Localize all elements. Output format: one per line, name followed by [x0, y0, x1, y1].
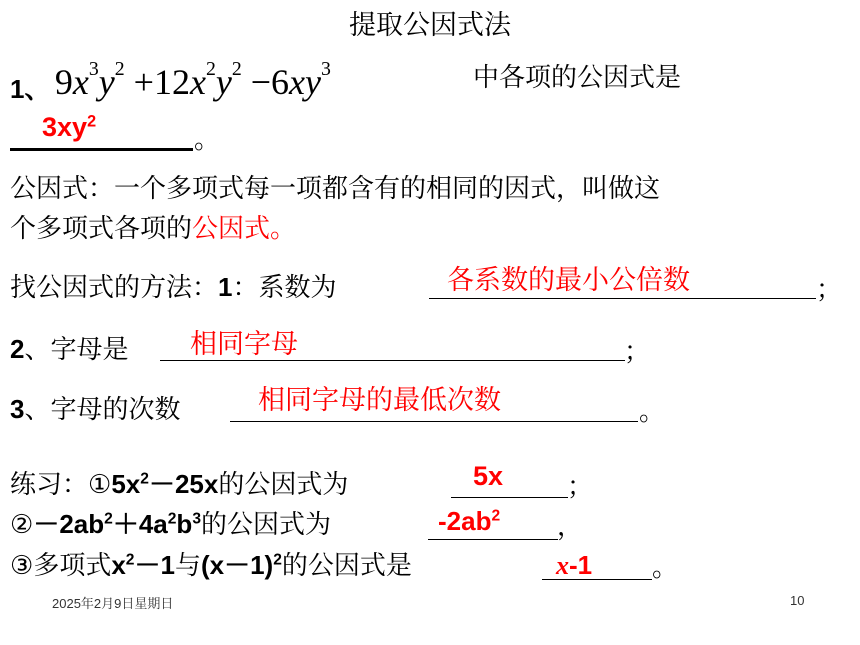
definition-line-1: 公因式：一个多项式每一项都含有的相同的因式，叫做这: [10, 173, 661, 203]
practice-1-answer: 5x: [473, 461, 504, 491]
question-1-answer: $3xy^2$: [42, 112, 97, 142]
polynomial-expression: $9x^3y^2 +12x^2y^2 -6xy^3$: [54, 58, 331, 102]
question-1-suffix: 中各项的公因式是: [473, 62, 682, 92]
method-end-2: ；: [624, 336, 651, 366]
practice-1: 练习：$①5x^2-25x$的公因式为: [10, 469, 349, 499]
practice-3: ③多项式$x^2-1$与$(x-1)^2$的公因式是: [10, 550, 412, 580]
question-number: 1、: [10, 73, 51, 104]
method-end-1: ；: [816, 274, 843, 304]
definition-line-2: 个多项式各项的公因式。: [10, 213, 297, 243]
question-1-blank: [10, 148, 193, 151]
practice-2-end: ，: [557, 511, 584, 541]
method-answer-1: 各系数的最小公倍数: [447, 265, 690, 295]
method-blank-2: [160, 360, 625, 361]
method-answer-2: 相同字母: [190, 329, 298, 359]
method-blank-3: [230, 421, 638, 422]
practice-2: $②-2ab^2+4a^2b^3$的公因式为: [10, 509, 332, 539]
footer-page-number: 10: [790, 593, 805, 608]
practice-3-answer: x-1: [556, 550, 593, 580]
practice-2-blank: [428, 539, 558, 540]
question-1: [10, 52, 331, 102]
highlight-term: 公因式。: [192, 213, 297, 243]
method-intro: 找公因式的方法：1：系数为: [10, 272, 337, 302]
practice-3-blank: [542, 579, 652, 580]
page-title: 提取公因式法: [349, 10, 511, 40]
practice-3-end: 。: [652, 552, 679, 582]
method-item-3: 3、字母的次数: [10, 394, 181, 424]
practice-2-answer: $-2ab^2$: [438, 506, 501, 536]
method-item-2: 2、字母是: [10, 334, 129, 364]
method-end-3: 。: [639, 396, 666, 426]
practice-1-end: ；: [567, 471, 594, 501]
footer-date: 2025年2月9日星期日: [52, 596, 174, 611]
method-answer-3: 相同字母的最低次数: [258, 385, 501, 415]
question-1-period: 。: [194, 124, 221, 154]
practice-1-blank: [451, 497, 568, 498]
method-blank-1: [429, 298, 816, 299]
